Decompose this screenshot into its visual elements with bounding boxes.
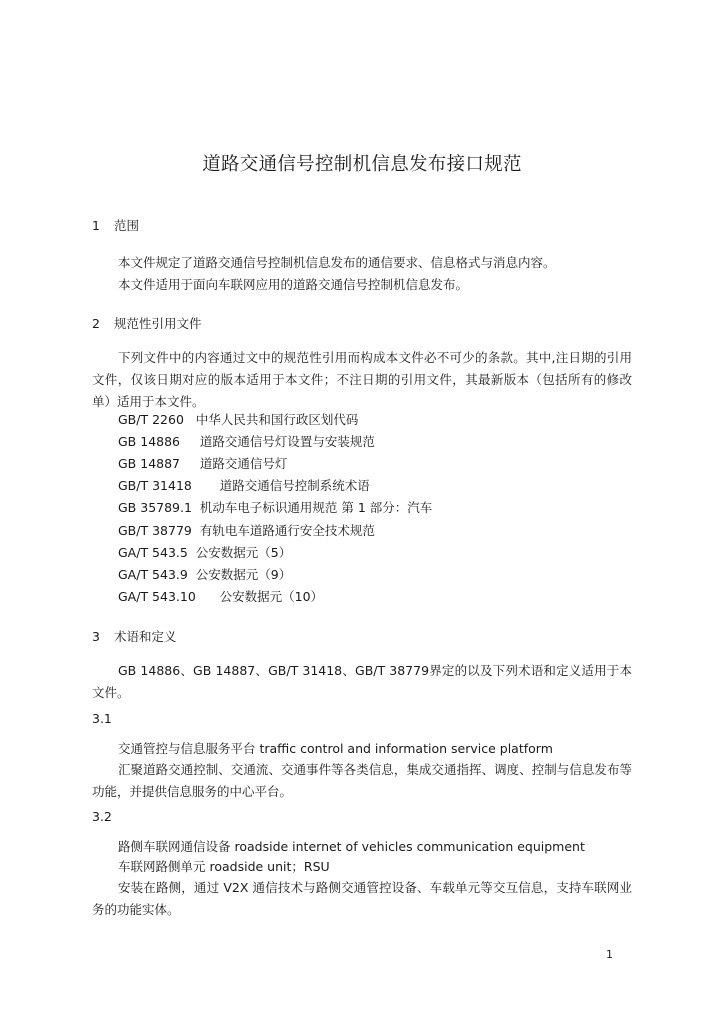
section-number: 3 bbox=[92, 629, 100, 644]
terms-intro: GB 14886、GB 14887、GB/T 31418、GB/T 38779界定的以及下列术语和定义适用于本文件。 bbox=[92, 663, 632, 700]
section-title: 范围 bbox=[113, 218, 139, 233]
section-2-heading bbox=[92, 314, 201, 332]
reference-item: GA/T 543.10 公安数据元（10） bbox=[118, 589, 324, 604]
term-3-1-definition: 汇聚道路交通控制、交通流、交通事件等各类信息，集成交通指挥、调度、控制与信息发布等功能，并提供信息服务的中心平台。 bbox=[92, 762, 632, 799]
reference-item: GA/T 543.9 公安数据元（9） bbox=[118, 567, 292, 582]
term-3-2-synonym: 车联网路侧单元 roadside unit；RSU bbox=[118, 859, 330, 874]
reference-item: GB/T 38779 有轨电车道路通行安全技术规范 bbox=[118, 523, 375, 538]
document-title: 道路交通信号控制机信息发布接口规范 bbox=[202, 154, 522, 175]
term-3-2-number: 3.2 bbox=[92, 809, 112, 824]
section-1-heading bbox=[92, 216, 139, 234]
section-number: 1 bbox=[92, 218, 100, 233]
section-title: 术语和定义 bbox=[113, 629, 177, 644]
scope-paragraph-1: 本文件规定了道路交通信号控制机信息发布的通信要求、信息格式与消息内容。 bbox=[118, 255, 556, 270]
reference-item: GB 14886 道路交通信号灯设置与安装规范 bbox=[118, 434, 375, 449]
section-3-heading bbox=[92, 627, 176, 645]
term-3-1-name: 交通管控与信息服务平台 traffic control and information service platform bbox=[118, 741, 553, 756]
reference-item: GB 14887 道路交通信号灯 bbox=[118, 456, 288, 471]
section-number: 2 bbox=[92, 316, 100, 331]
term-3-2-name: 路侧车联网通信设备 roadside internet of vehicles communication equipment bbox=[118, 839, 585, 854]
section-title: 规范性引用文件 bbox=[113, 316, 202, 331]
references-intro: 下列文件中的内容通过文中的规范性引用而构成本文件必不可少的条款。其中,注日期的引用文件，仅该日期对应的版本适用于本文件；不注日期的引用文件，其最新版本（包括所有的修改单）适用于本文件。 bbox=[92, 350, 632, 409]
reference-item: GB/T 2260 中华人民共和国行政区划代码 bbox=[118, 412, 359, 427]
reference-item: GB/T 31418 道路交通信号控制系统术语 bbox=[118, 478, 370, 493]
page-number: 1 bbox=[606, 948, 613, 961]
term-3-1-number: 3.1 bbox=[92, 711, 112, 726]
scope-paragraph-2: 本文件适用于面向车联网应用的道路交通信号控制机信息发布。 bbox=[118, 277, 469, 292]
reference-item: GB 35789.1 机动车电子标识通用规范 第 1 部分：汽车 bbox=[118, 500, 433, 515]
term-3-2-definition: 安装在路侧，通过 V2X 通信技术与路侧交通管控设备、车载单元等交互信息，支持车联网业务的功能实体。 bbox=[92, 880, 632, 917]
reference-item: GA/T 543.5 公安数据元（5） bbox=[118, 545, 292, 560]
